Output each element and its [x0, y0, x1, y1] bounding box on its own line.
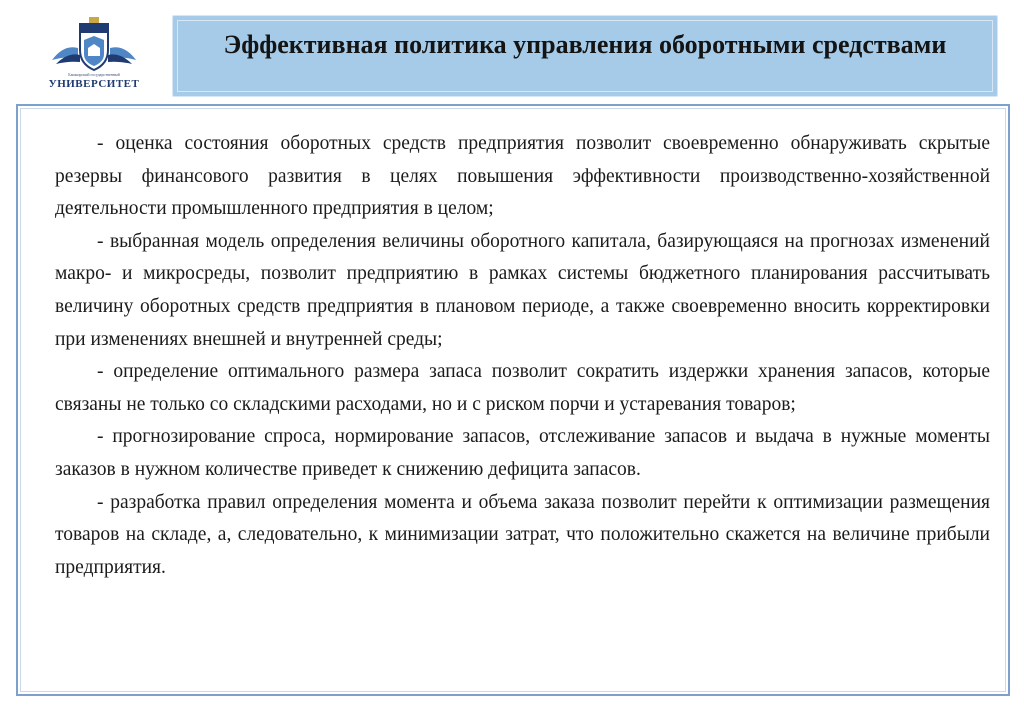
- bullet-list: [55, 128, 990, 584]
- list-item: - прогнозирование спроса, нормирование запасов, отслеживание запасов и выдача в нужные моменты заказов в нужном количестве приведет к снижению дефицита запасов.: [55, 426, 990, 480]
- list-item: - выбранная модель определения величины оборотного капитала, базирующаяся на прогнозах изменений макро- и микросреды, позволит предприятию в рамках системы бюджетного планирования рассчитывать величину оборотных средств предприятия в плановом периоде, а также своевременно вносить корректировки при изменениях внешней и внутренней среды;: [55, 230, 990, 350]
- logo-caption: УНИВЕРСИТЕТ: [48, 78, 140, 90]
- page-title: Эффективная политика управления оборотными средствами: [223, 30, 947, 59]
- logo-caption-small: Башкирский государственный: [68, 72, 120, 77]
- title-banner: [172, 15, 998, 97]
- list-item: - разработка правил определения момента и объема заказа позволит перейти к оптимизации размещения товаров на складе, а, следовательно, к минимизации затрат, что положительно скажется на величине прибыли предприятия.: [55, 491, 990, 578]
- university-seal-icon: [48, 14, 140, 74]
- list-item: - оценка состояния оборотных средств предприятия позволит своевременно обнаруживать скрытые резервы финансового развития в целях повышения эффективности производственно-хозяйственной деятельности промышленного предприятия в целом;: [55, 133, 990, 220]
- list-item: - определение оптимального размера запаса позволит сократить издержки хранения запасов, которые связаны не только со складскими расходами, но и с риском порчи и устаревания товаров;: [55, 361, 990, 415]
- university-logo: [48, 14, 140, 96]
